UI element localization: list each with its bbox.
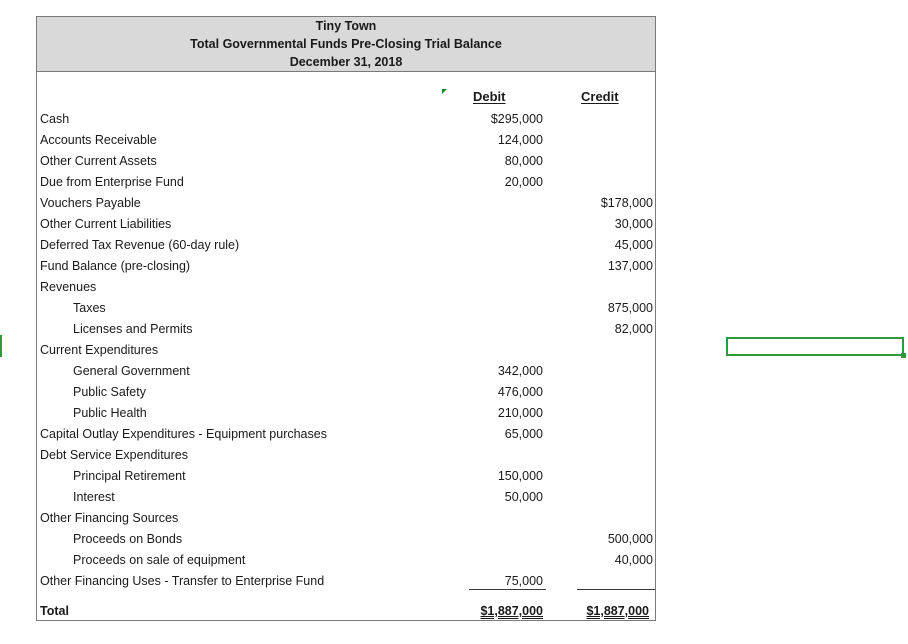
table-row[interactable] <box>37 466 655 487</box>
account-label: Other Financing Uses - Transfer to Enterprise Fund <box>40 574 325 588</box>
total-credit: $1,887,000 <box>586 604 649 618</box>
table-row[interactable] <box>37 487 655 508</box>
account-label: Fund Balance (pre-closing) <box>40 259 191 273</box>
table-row[interactable] <box>37 529 655 550</box>
table-row[interactable] <box>37 151 655 172</box>
table-row[interactable] <box>37 235 655 256</box>
debit-amount: 80,000 <box>504 154 543 168</box>
debit-amount: 75,000 <box>504 574 543 588</box>
total-row[interactable] <box>37 602 655 621</box>
table-row[interactable] <box>37 193 655 214</box>
table-row[interactable] <box>37 571 655 592</box>
report-header <box>37 17 655 72</box>
table-row[interactable] <box>37 361 655 382</box>
account-label: Proceeds on Bonds <box>73 532 183 546</box>
debit-amount: 210,000 <box>497 406 543 420</box>
report-title: Total Governmental Funds Pre-Closing Trial Balance <box>190 37 502 51</box>
account-label: Other Current Liabilities <box>40 217 172 231</box>
credit-amount: 40,000 <box>614 553 653 567</box>
credit-amount: 137,000 <box>607 259 653 273</box>
table-row[interactable] <box>37 130 655 151</box>
account-label: Principal Retirement <box>73 469 186 483</box>
account-label: Public Safety <box>73 385 146 399</box>
table-row[interactable] <box>37 403 655 424</box>
credit-column-header: Credit <box>581 89 619 104</box>
account-label: Revenues <box>40 280 97 294</box>
table-row[interactable] <box>37 445 655 466</box>
account-label: Current Expenditures <box>40 343 159 357</box>
debit-amount: 342,000 <box>497 364 543 378</box>
account-label: Proceeds on sale of equipment <box>73 553 246 567</box>
debit-subtotal-line <box>469 589 546 590</box>
account-label: Cash <box>40 112 70 126</box>
table-row[interactable] <box>37 508 655 529</box>
debit-amount: 124,000 <box>497 133 543 147</box>
credit-amount: $178,000 <box>600 196 653 210</box>
account-label: Licenses and Permits <box>73 322 193 336</box>
debit-amount: 476,000 <box>497 385 543 399</box>
credit-amount: 45,000 <box>614 238 653 252</box>
table-row[interactable] <box>37 214 655 235</box>
credit-subtotal-line <box>577 589 655 590</box>
account-label: Due from Enterprise Fund <box>40 175 184 189</box>
account-label: General Government <box>73 364 190 378</box>
debit-amount: 50,000 <box>504 490 543 504</box>
account-label: Interest <box>73 490 115 504</box>
credit-amount: 500,000 <box>607 532 653 546</box>
report-date: December 31, 2018 <box>289 55 403 69</box>
table-row[interactable] <box>37 382 655 403</box>
debit-amount: 65,000 <box>504 427 543 441</box>
account-label: Accounts Receivable <box>40 133 157 147</box>
credit-column-border <box>655 195 656 276</box>
table-row[interactable] <box>37 298 655 319</box>
account-label: Capital Outlay Expenditures - Equipment purchases <box>40 427 327 441</box>
account-label: Taxes <box>73 301 106 315</box>
total-debit: $1,887,000 <box>480 604 543 618</box>
total-label: Total <box>40 604 69 618</box>
table-row[interactable] <box>37 319 655 340</box>
debit-amount: 150,000 <box>497 469 543 483</box>
account-label: Debt Service Expenditures <box>40 448 188 462</box>
table-row[interactable] <box>37 256 655 277</box>
cell-comment-indicator-icon <box>442 89 447 94</box>
credit-column-border <box>655 300 656 340</box>
table-row[interactable] <box>37 172 655 193</box>
table-row[interactable] <box>37 340 655 361</box>
debit-column-header: Debit <box>473 89 506 104</box>
account-label: Other Financing Sources <box>40 511 179 525</box>
account-label: Deferred Tax Revenue (60-day rule) <box>40 238 240 252</box>
entity-name: Tiny Town <box>315 19 377 33</box>
selected-cell[interactable] <box>726 337 904 356</box>
table-row[interactable] <box>37 550 655 571</box>
credit-amount: 875,000 <box>607 301 653 315</box>
credit-amount: 82,000 <box>614 322 653 336</box>
debit-amount: $295,000 <box>490 112 543 126</box>
credit-amount: 30,000 <box>614 217 653 231</box>
table-row[interactable] <box>37 424 655 445</box>
account-label: Public Health <box>73 406 147 420</box>
account-label: Other Current Assets <box>40 154 157 168</box>
table-row[interactable] <box>37 277 655 298</box>
table-row[interactable] <box>37 109 655 130</box>
account-label: Vouchers Payable <box>40 196 141 210</box>
row-selection-marker <box>0 335 2 357</box>
debit-amount: 20,000 <box>504 175 543 189</box>
